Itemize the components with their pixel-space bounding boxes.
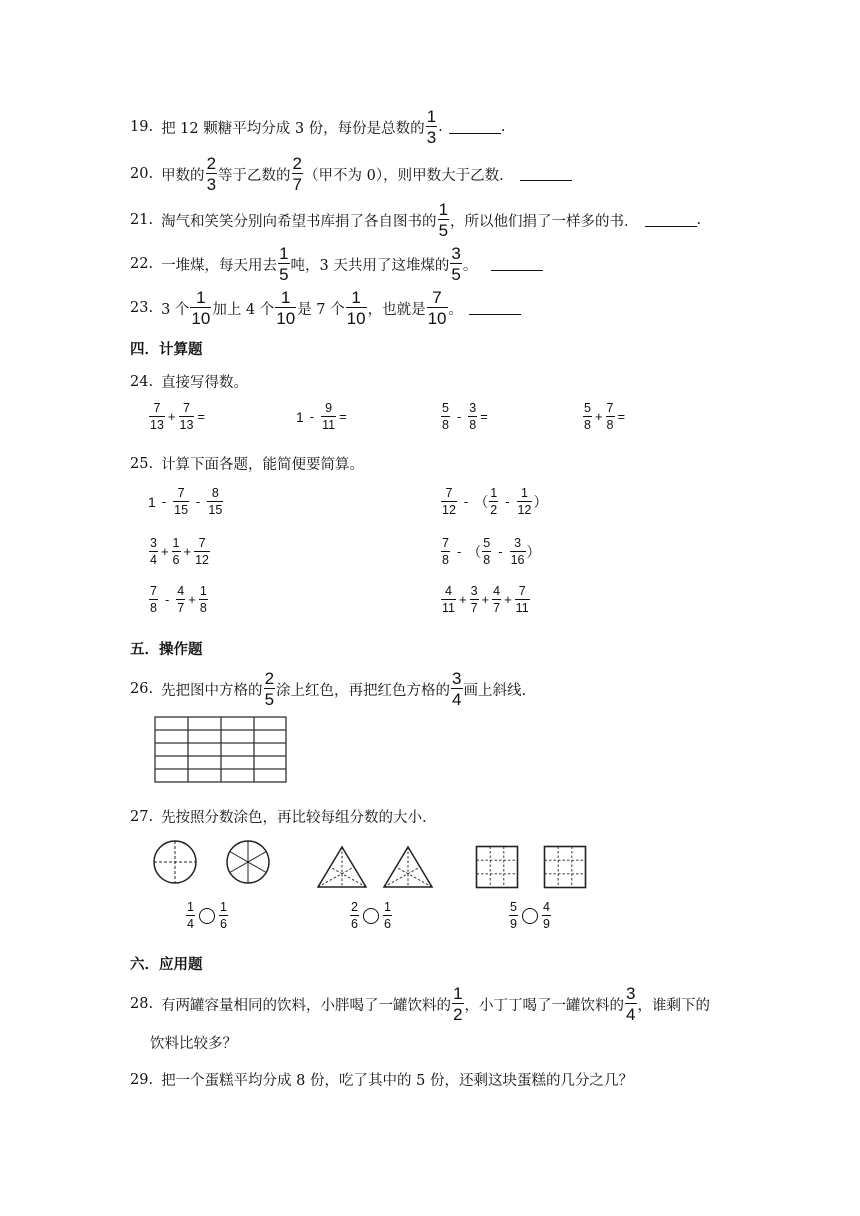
- fraction: $\frac{2}{6}$: [351, 900, 358, 931]
- fraction: $\frac{1}{6}$: [383, 900, 391, 931]
- question-19: 19. 把 12 颗糖平均分成 3 份，每份是总数的 $\frac{1}{3}$ . .: [130, 107, 506, 147]
- fraction: $\frac{7}{13}$: [150, 401, 164, 432]
- expression: $\frac{5}{8}$ + $\frac{7}{8}$ =: [584, 401, 626, 432]
- fraction: $\frac{3}{8}$: [469, 401, 477, 432]
- square-ninths-figure-2[interactable]: [543, 845, 587, 889]
- fraction: $\frac{1}{12}$: [517, 486, 532, 517]
- section-heading-calculation: 四．计算题: [130, 342, 203, 358]
- fraction: $\frac{9}{11}$: [322, 401, 336, 432]
- answer-blank[interactable]: [520, 168, 572, 181]
- fraction: $\frac{2}{7}$: [292, 154, 302, 194]
- fraction: $\frac{5}{8}$: [442, 401, 449, 432]
- fraction: $\frac{7}{10}$: [427, 288, 447, 328]
- fraction: $\frac{7}{12}$: [195, 536, 209, 567]
- question-29: 29. 把一个蛋糕平均分成 8 份，吃了其中的 5 份，还剩这块蛋糕的几分之几？: [130, 1071, 633, 1089]
- compare-circle[interactable]: [363, 908, 379, 924]
- square-ninths-figure-1[interactable]: [475, 845, 519, 889]
- fraction: $\frac{3}{16}$: [510, 536, 525, 567]
- fraction: $\frac{4}{11}$: [442, 584, 455, 615]
- fraction: $\frac{3}{4}$: [626, 984, 636, 1024]
- compare-circle[interactable]: [199, 908, 215, 924]
- question-25: 25. 计算下面各题，能简便要简算。: [130, 455, 365, 473]
- question-28: 28. 有两罐容量相同的饮料，小胖喝了一罐饮料的 $\frac{1}{2}$ ，小丁丁喝了一罐饮料的 $\frac{3}{4}$ ，谁剩下的: [130, 984, 710, 1024]
- triangle-sixths-figure-2[interactable]: [382, 845, 434, 889]
- answer-blank[interactable]: [491, 258, 543, 271]
- expression: $\frac{4}{11}$ + $\frac{3}{7}$ + $\frac{4}{7}$ + $\frac{7}{11}$: [442, 584, 529, 615]
- fraction: $\frac{7}{15}$: [174, 486, 189, 517]
- fraction: $\frac{3}{4}$: [452, 669, 462, 709]
- fraction: $\frac{1}{10}$: [346, 288, 366, 328]
- fraction: $\frac{5}{8}$: [584, 401, 591, 432]
- compare-group-1: [185, 901, 229, 930]
- question-24: 24. 直接写得数。: [130, 373, 249, 391]
- fraction: $\frac{1}{5}$: [279, 244, 289, 284]
- expression: $\frac{5}{8}$ - $\frac{3}{8}$ =: [442, 401, 488, 432]
- section-heading-operation: 五．操作题: [130, 642, 203, 658]
- fraction: $\frac{2}{5}$: [264, 669, 275, 709]
- compare-circle[interactable]: [522, 908, 538, 924]
- section-heading-application: 六．应用题: [130, 957, 203, 973]
- expression: $\frac{7}{13}$ + $\frac{7}{13}$ =: [150, 401, 205, 432]
- fraction: $\frac{7}{8}$: [150, 584, 157, 615]
- circle-quarters-figure[interactable]: [152, 839, 198, 885]
- answer-blank[interactable]: [469, 302, 521, 315]
- fraction: $\frac{1}{10}$: [276, 288, 296, 328]
- fraction: $\frac{7}{12}$: [442, 486, 456, 517]
- grid-figure[interactable]: [154, 716, 288, 784]
- fraction: $\frac{5}{9}$: [510, 900, 517, 931]
- fraction: $\frac{2}{3}$: [206, 154, 217, 194]
- expression: $\frac{7}{8}$ - $\frac{4}{7}$ + $\frac{1}{8}$: [150, 584, 207, 615]
- question-21: 21. 淘气和笑笑分别向希望书库捐了各自图书的 $\frac{1}{5}$ ，所以他们捐了一样多的书． .: [130, 200, 702, 240]
- fraction: $\frac{1}{10}$: [191, 288, 211, 328]
- fraction: $\frac{1}{5}$: [438, 200, 449, 240]
- question-22: 22. 一堆煤，每天用去 $\frac{1}{5}$ 吨，3 天共用了这堆煤的 $\frac{3}{5}$ 。: [130, 245, 543, 283]
- fraction: $\frac{3}{7}$: [470, 584, 478, 615]
- fraction: $\frac{1}{8}$: [199, 584, 207, 615]
- fraction: $\frac{4}{7}$: [177, 584, 185, 615]
- question-26: 26. 先把图中方格的 $\frac{2}{5}$ 涂上红色，再把红色方格的 $\frac{3}{4}$ 画上斜线.: [130, 669, 527, 709]
- expression: $\frac{7}{8}$ - （ $\frac{5}{8}$ - $\frac{3}{16}$ ）: [442, 536, 541, 567]
- fraction: $\frac{1}{4}$: [187, 900, 194, 931]
- fraction: $\frac{3}{4}$: [150, 536, 157, 567]
- expression: $\frac{7}{12}$ - （ $\frac{1}{2}$ - $\frac{1}{12}$ ）: [442, 486, 548, 517]
- fraction: $\frac{5}{8}$: [483, 536, 491, 567]
- fraction: $\frac{1}{2}$: [453, 984, 463, 1024]
- fraction: $\frac{1}{6}$: [172, 536, 180, 567]
- fraction: $\frac{4}{9}$: [542, 900, 550, 931]
- fraction: $\frac{8}{15}$: [208, 486, 223, 517]
- fraction: $\frac{1}{2}$: [490, 486, 498, 517]
- fraction: $\frac{7}{11}$: [515, 584, 529, 615]
- expression: 1 - $\frac{9}{11}$ =: [296, 401, 347, 432]
- fraction: $\frac{4}{7}$: [493, 584, 501, 615]
- question-23: 23. 3 个 $\frac{1}{10}$ 加上 4 个 $\frac{1}{10}$ 是 7 个 $\frac{1}{10}$ ，也就是 $\frac{7}{10}$ 。: [130, 289, 521, 327]
- triangle-sixths-figure-1[interactable]: [316, 845, 368, 889]
- question-20: 20. 甲数的 $\frac{2}{3}$ 等于乙数的 $\frac{2}{7}$ （甲不为 0），则甲数大于乙数．: [130, 155, 572, 193]
- fraction: $\frac{7}{8}$: [442, 536, 449, 567]
- question-28-continued: 饮料比较多？: [150, 1036, 237, 1052]
- fraction: $\frac{1}{3}$: [426, 107, 437, 147]
- compare-group-3: [508, 901, 552, 930]
- compare-group-2: [349, 901, 393, 930]
- expression: 1 - $\frac{7}{15}$ - $\frac{8}{15}$: [148, 486, 223, 517]
- fraction: $\frac{7}{13}$: [179, 401, 194, 432]
- fraction: $\frac{7}{8}$: [606, 401, 614, 432]
- circle-sixths-figure[interactable]: [225, 839, 271, 885]
- question-27: 27. 先按照分数涂色，再比较每组分数的大小.: [130, 808, 427, 826]
- expression: $\frac{3}{4}$ + $\frac{1}{6}$ + $\frac{7}{12}$: [150, 536, 209, 567]
- fraction: $\frac{1}{6}$: [219, 900, 227, 931]
- answer-blank[interactable]: [449, 121, 501, 134]
- fraction: $\frac{3}{5}$: [451, 244, 461, 284]
- answer-blank[interactable]: [645, 214, 697, 227]
